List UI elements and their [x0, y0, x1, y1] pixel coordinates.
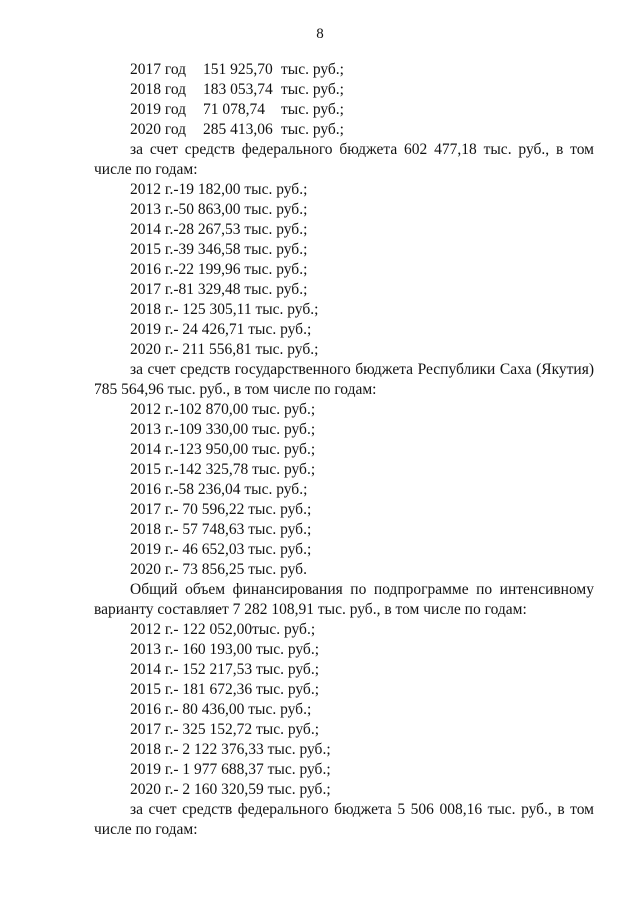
list-item: 2017 г.- 70 596,22 тыс. руб.;: [130, 501, 312, 518]
list-item: 2015 г.-142 325,78 тыс. руб.;: [130, 461, 316, 478]
year-amount: 151 925,70: [203, 61, 273, 78]
list-item: 2012 г.- 122 052,00тыс. руб.;: [130, 621, 316, 638]
year-label: 2018 год: [130, 81, 187, 98]
list-item: 2013 г.- 160 193,00 тыс. руб.;: [130, 641, 319, 658]
year-unit: тыс. руб.;: [281, 61, 344, 78]
total-financing-years: [94, 620, 594, 800]
list-item: 2015 г.-39 346,58 тыс. руб.;: [130, 241, 308, 258]
year-row-2017: [94, 60, 594, 80]
list-item: 2016 г.-22 199,96 тыс. руб.;: [130, 261, 308, 278]
year-label: 2017 год: [130, 61, 187, 78]
year-label: 2020 год: [130, 121, 187, 138]
federal-budget-paragraph: за счет средств федерального бюджета 602 477,18 тыс. руб., в том числе по годам:: [94, 141, 594, 178]
list-item: 2018 г.- 2 122 376,33 тыс. руб.;: [130, 741, 331, 758]
list-item: 2018 г.- 57 748,63 тыс. руб.;: [130, 521, 312, 538]
list-item: 2017 г.- 325 152,72 тыс. руб.;: [130, 721, 319, 738]
list-item: 2013 г.-50 863,00 тыс. руб.;: [130, 201, 308, 218]
state-budget-paragraph: за счет средств государственного бюджета Республики Саха (Якутия) 785 564,96 тыс. руб., в том числе по годам:: [94, 361, 594, 398]
state-budget-years: [94, 400, 594, 580]
year-row-2020: [94, 120, 594, 140]
list-item: 2020 г.- 211 556,81 тыс. руб.;: [130, 341, 319, 358]
federal-budget-2-paragraph: за счет средств федерального бюджета 5 506 008,16 тыс. руб., в том числе по годам:: [94, 801, 594, 838]
list-item: 2017 г.-81 329,48 тыс. руб.;: [130, 281, 308, 298]
list-item: 2016 г.-58 236,04 тыс. руб.;: [130, 481, 308, 498]
page-number: 8: [316, 26, 324, 42]
list-item: 2015 г.- 181 672,36 тыс. руб.;: [130, 681, 319, 698]
list-item: 2020 г.- 2 160 320,59 тыс. руб.;: [130, 781, 331, 798]
document-body: [94, 60, 594, 840]
list-item: 2013 г.-109 330,00 тыс. руб.;: [130, 421, 316, 438]
year-label: 2019 год: [130, 101, 187, 118]
list-item: 2012 г.-19 182,00 тыс. руб.;: [130, 181, 308, 198]
year-unit: тыс. руб.;: [281, 101, 344, 118]
year-unit: тыс. руб.;: [281, 121, 344, 138]
year-amount: 285 413,06: [203, 121, 273, 138]
list-item: 2016 г.- 80 436,00 тыс. руб.;: [130, 701, 312, 718]
list-item: 2020 г.- 73 856,25 тыс. руб.: [130, 561, 307, 578]
total-financing-paragraph: Общий объем финансирования по подпрограмме по интенсивному варианту составляет 7 282 108,91 тыс. руб., в том числе по годам:: [94, 581, 594, 618]
list-item: 2018 г.- 125 305,11 тыс. руб.;: [130, 301, 319, 318]
list-item: 2014 г.-28 267,53 тыс. руб.;: [130, 221, 308, 238]
year-row-2019: [94, 100, 594, 120]
year-unit: тыс. руб.;: [281, 81, 344, 98]
list-item: 2019 г.- 24 426,71 тыс. руб.;: [130, 321, 312, 338]
list-item: 2014 г.- 152 217,53 тыс. руб.;: [130, 661, 319, 678]
federal-budget-years: [94, 180, 594, 360]
year-amount: 71 078,74: [203, 101, 265, 118]
year-row-2018: [94, 80, 594, 100]
year-amount: 183 053,74: [203, 81, 273, 98]
list-item: 2019 г.- 46 652,03 тыс. руб.;: [130, 541, 312, 558]
list-item: 2019 г.- 1 977 688,37 тыс. руб.;: [130, 761, 331, 778]
year-table-2017-2020: [94, 60, 594, 140]
list-item: 2014 г.-123 950,00 тыс. руб.;: [130, 441, 316, 458]
list-item: 2012 г.-102 870,00 тыс. руб.;: [130, 401, 316, 418]
